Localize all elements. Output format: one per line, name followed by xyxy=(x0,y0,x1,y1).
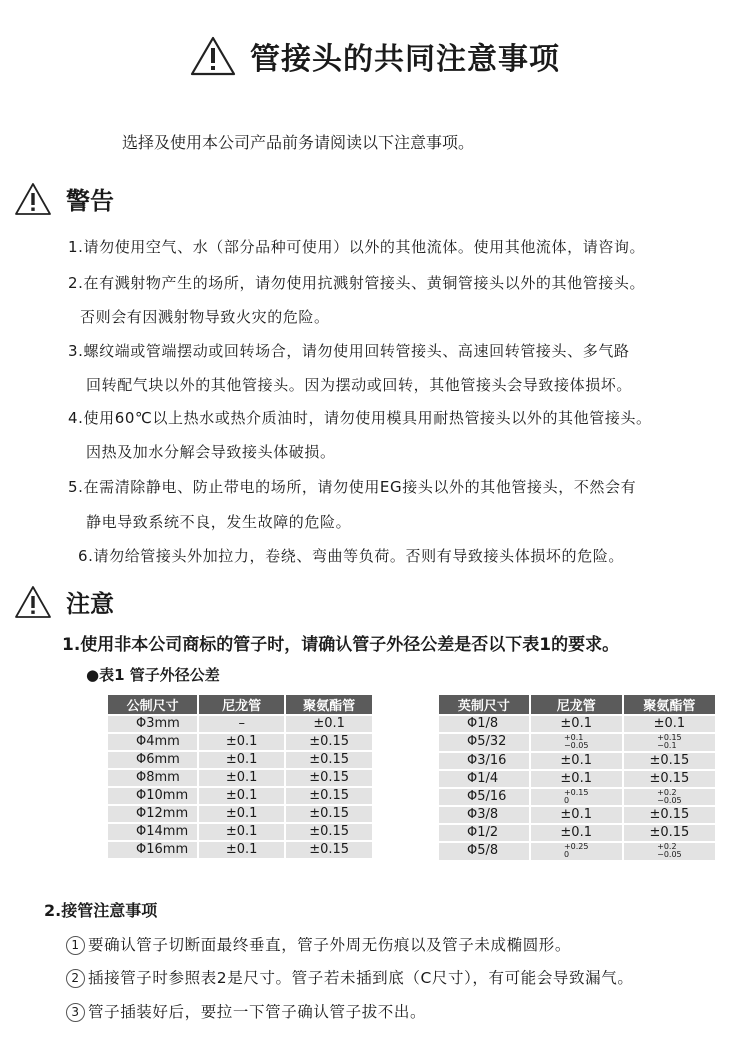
table-cell: Φ1/8 xyxy=(439,716,529,732)
table-row xyxy=(439,789,715,806)
list-item xyxy=(66,966,633,988)
table-cell: ±0.1 xyxy=(199,770,284,786)
stacked-tolerance: +0.1 −0.05 xyxy=(563,733,589,750)
stacked-tolerance: +0.2 −0.05 xyxy=(657,842,682,859)
list-item xyxy=(66,933,571,955)
table-caption: ●表1 管子外径公差 xyxy=(86,666,220,684)
table-row xyxy=(439,807,715,823)
table-cell: Φ5/16 xyxy=(439,789,529,806)
table-cell: ±0.1 xyxy=(531,716,622,732)
table-cell: Φ5/32 xyxy=(439,734,529,751)
column-header: 聚氨酯管 xyxy=(624,695,715,714)
table-cell: ±0.1 xyxy=(531,825,622,841)
imperial-tolerance-table xyxy=(437,693,717,862)
table-cell: ±0.1 xyxy=(199,842,284,858)
table-cell: ±0.15 xyxy=(286,806,372,822)
page-title: 管接头的共同注意事项 xyxy=(250,42,560,77)
list-item-text: 管子插装好后，要拉一下管子确认管子拔不出。 xyxy=(88,1003,427,1021)
warning-heading xyxy=(14,181,114,216)
table-cell: Φ5/8 xyxy=(439,843,529,860)
table-cell: ±0.15 xyxy=(286,824,372,840)
warning-line: 1.请勿使用空气、水（部分品种可使用）以外的其他流体。使用其他流体，请咨询。 xyxy=(68,238,646,256)
table-cell: ±0.15 xyxy=(624,771,715,787)
table-cell: Φ3mm xyxy=(108,716,197,732)
table-cell: ±0.15 xyxy=(286,770,372,786)
section-2-heading: 2.接管注意事项 xyxy=(44,901,158,920)
table-cell xyxy=(531,734,622,751)
column-header: 尼龙管 xyxy=(531,695,622,714)
circled-number: 2 xyxy=(66,969,85,988)
warning-line: 静电导致系统不良，发生故障的危险。 xyxy=(86,513,352,531)
warning-triangle-icon xyxy=(14,182,52,216)
list-item-text: 插接管子时参照表2是尺寸。管子若未插到底（C尺寸），有可能会导致漏气。 xyxy=(88,969,634,987)
table-cell: ±0.1 xyxy=(199,824,284,840)
table-cell: ±0.15 xyxy=(286,734,372,750)
table-cell: Φ16mm xyxy=(108,842,197,858)
table-cell: ±0.15 xyxy=(286,788,372,804)
table-cell: Φ3/16 xyxy=(439,753,529,769)
table-cell xyxy=(624,734,715,751)
table-cell: ±0.1 xyxy=(531,771,622,787)
table-row xyxy=(108,806,372,822)
table-cell: Φ6mm xyxy=(108,752,197,768)
warning-line: 2.在有溅射物产生的场所，请勿使用抗溅射管接头、黄铜管接头以外的其他管接头。 xyxy=(68,274,646,292)
table-cell: ±0.1 xyxy=(531,807,622,823)
metric-tolerance-table xyxy=(106,693,374,860)
table-cell: Φ8mm xyxy=(108,770,197,786)
list-item-text: 要确认管子切断面最终垂直，管子外周无伤痕以及管子未成椭圆形。 xyxy=(88,936,572,954)
table-row xyxy=(439,734,715,751)
caution-heading xyxy=(14,584,114,619)
warning-line: 回转配气块以外的其他管接头。因为摆动或回转，其他管接头会导致接体损坏。 xyxy=(86,376,633,394)
table-cell: – xyxy=(199,716,284,732)
stacked-tolerance: +0.2 −0.05 xyxy=(657,787,682,805)
warning-line: 4.使用60℃以上热水或热介质油时，请勿使用模具用耐热管接头以外的其他管接头。 xyxy=(68,409,652,427)
warning-triangle-icon xyxy=(190,36,236,76)
stacked-tolerance: +0.25 0 xyxy=(563,842,589,859)
table-cell: Φ3/8 xyxy=(439,807,529,823)
table-cell: Φ1/2 xyxy=(439,825,529,841)
table-cell: ±0.15 xyxy=(286,752,372,768)
table-cell: ±0.15 xyxy=(624,753,715,769)
table-cell xyxy=(624,789,715,806)
table-cell: ±0.15 xyxy=(624,825,715,841)
column-header: 尼龙管 xyxy=(199,695,284,714)
table-cell: Φ4mm xyxy=(108,734,197,750)
column-header: 英制尺寸 xyxy=(439,695,529,714)
table-row xyxy=(108,842,372,858)
caution-item-1: 1.使用非本公司商标的管子时，请确认管子外径公差是否以下表1的要求。 xyxy=(62,635,620,655)
table-row xyxy=(108,824,372,840)
warning-line: 6.请勿给管接头外加拉力，卷绕、弯曲等负荷。否则有导致接头体损坏的危险。 xyxy=(78,547,624,565)
caution-label: 注意 xyxy=(66,590,114,618)
table-cell: ±0.1 xyxy=(199,752,284,768)
table-cell xyxy=(624,843,715,860)
warning-line: 3.螺纹端或管端摆动或回转场合，请勿使用回转管接头、高速回转管接头、多气路 xyxy=(68,342,630,360)
table-cell: ±0.1 xyxy=(286,716,372,732)
table-row xyxy=(108,734,372,750)
table-cell: Φ14mm xyxy=(108,824,197,840)
stacked-tolerance: +0.15 0 xyxy=(563,787,589,805)
warning-line: 否则会有因溅射物导致火灾的危险。 xyxy=(80,308,330,326)
circled-number: 3 xyxy=(66,1003,85,1022)
page-header xyxy=(0,34,750,80)
warning-line: 因热及加水分解会导致接头体破损。 xyxy=(86,443,336,461)
table-cell: ±0.1 xyxy=(531,753,622,769)
table-row xyxy=(439,843,715,860)
table-row xyxy=(108,716,372,732)
circled-number: 1 xyxy=(66,936,85,955)
table-row xyxy=(439,716,715,732)
stacked-tolerance: +0.15 −0.1 xyxy=(657,733,682,750)
table-row xyxy=(439,771,715,787)
table-cell xyxy=(531,789,622,806)
column-header: 公制尺寸 xyxy=(108,695,197,714)
table-row xyxy=(439,825,715,841)
table-cell: ±0.1 xyxy=(624,716,715,732)
intro-text: 选择及使用本公司产品前务请阅读以下注意事项。 xyxy=(122,133,475,152)
table-cell: ±0.1 xyxy=(199,788,284,804)
list-item xyxy=(66,1000,426,1022)
table-cell: ±0.1 xyxy=(199,734,284,750)
table-row xyxy=(108,788,372,804)
table-cell: Φ10mm xyxy=(108,788,197,804)
table-cell xyxy=(531,843,622,860)
table-cell: ±0.15 xyxy=(624,807,715,823)
table-cell: Φ12mm xyxy=(108,806,197,822)
column-header: 聚氨酯管 xyxy=(286,695,372,714)
table-cell: ±0.15 xyxy=(286,842,372,858)
table-row xyxy=(108,752,372,768)
table-row xyxy=(439,753,715,769)
warning-line: 5.在需清除静电、防止带电的场所，请勿使用EG接头以外的其他管接头，不然会有 xyxy=(68,478,637,496)
warning-triangle-icon xyxy=(14,585,52,619)
table-cell: ±0.1 xyxy=(199,806,284,822)
table-cell: Φ1/4 xyxy=(439,771,529,787)
table-row xyxy=(108,770,372,786)
warning-label: 警告 xyxy=(66,187,114,215)
